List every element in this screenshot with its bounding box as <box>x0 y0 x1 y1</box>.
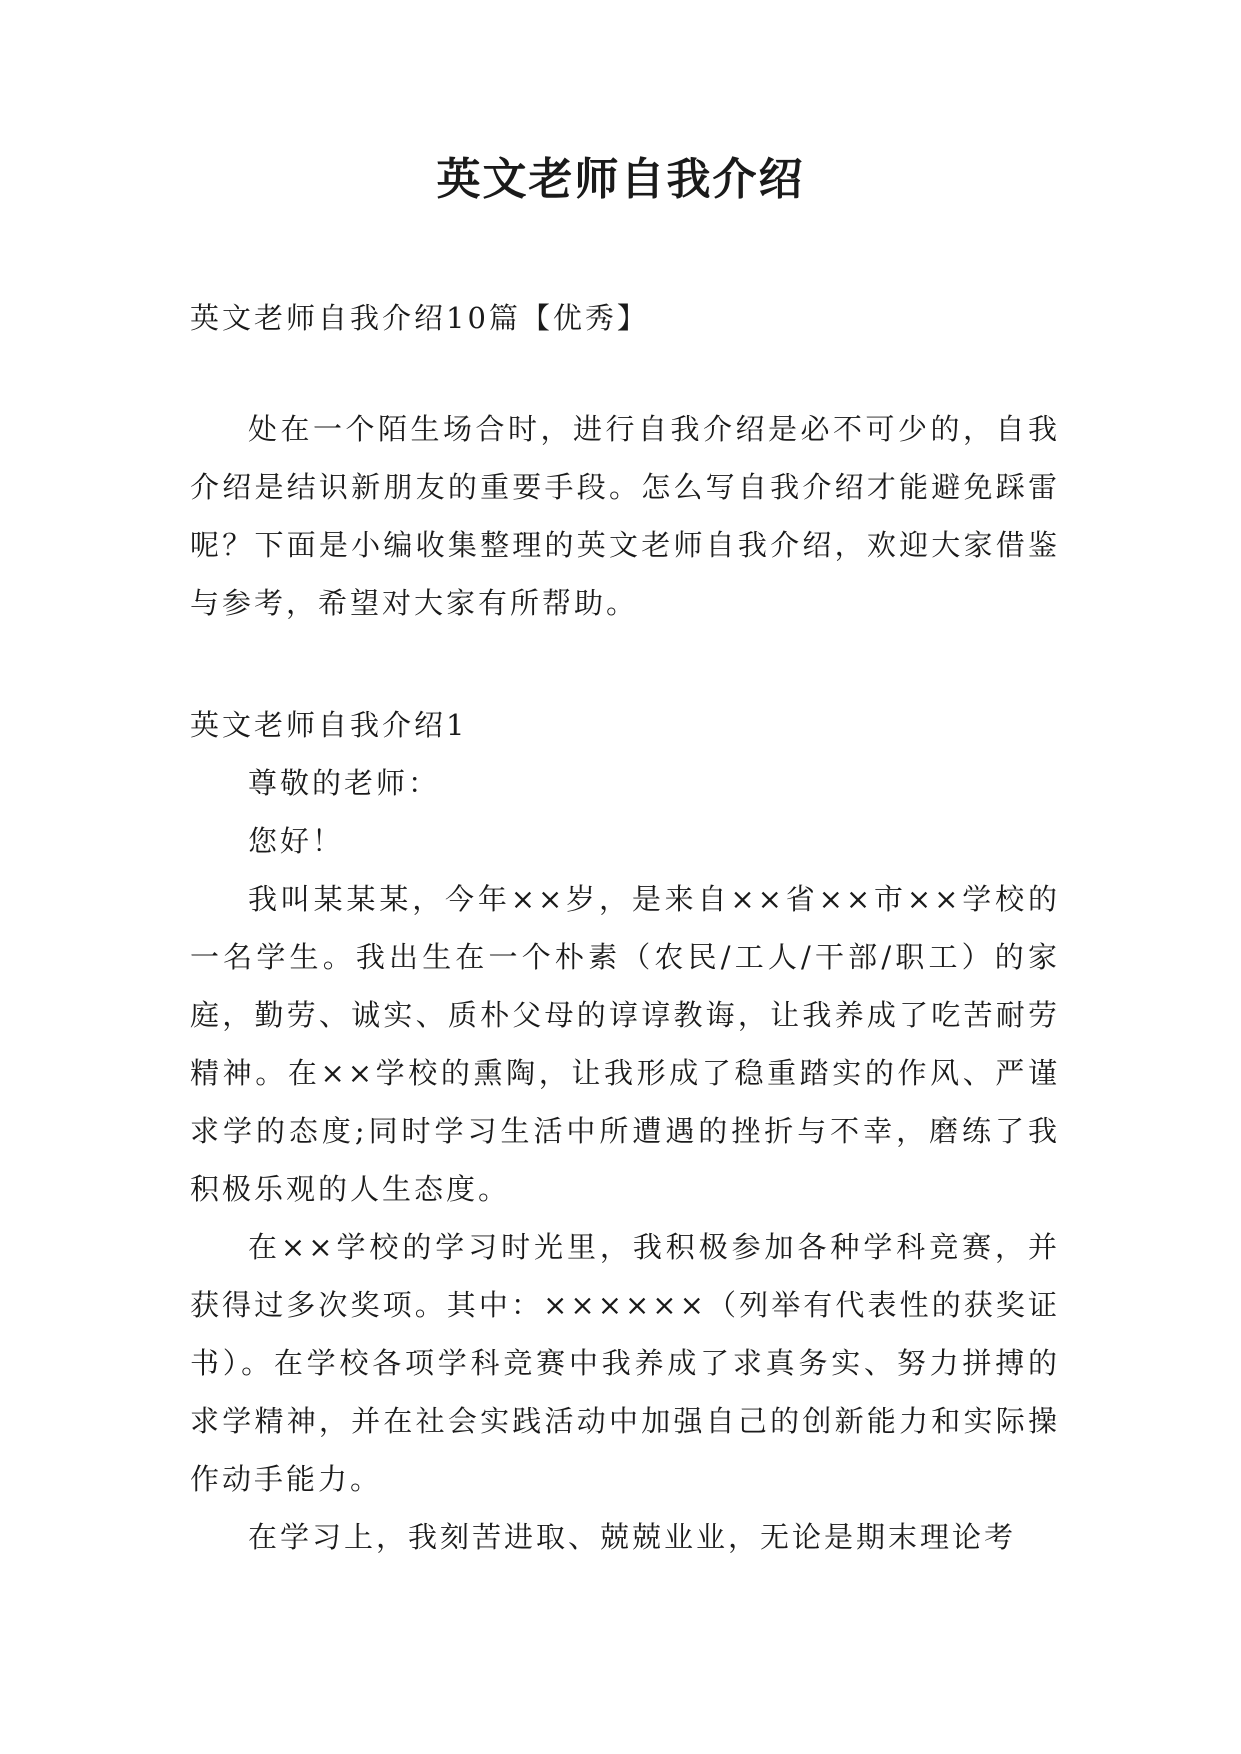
paragraph-competitions: 在××学校的学习时光里，我积极参加各种学科竞赛，并获得过多次奖项。其中：××××××（列举有代表性的获奖证书）。在学校各项学科竞赛中我养成了求真务实、努力拼搏的求学精神，并在社会实践活动中加强自己的创新能力和实际操作动手能力。 <box>190 1230 1060 1496</box>
paragraph-greeting: 您好！ <box>248 824 345 858</box>
intro-paragraph: 处在一个陌生场合时，进行自我介绍是必不可少的，自我介绍是结识新朋友的重要手段。怎么写自我介绍才能避免踩雷呢？下面是小编收集整理的英文老师自我介绍，欢迎大家借鉴与参考，希望对大家有所帮助。 <box>190 412 1060 620</box>
document-title: 英文老师自我介绍 <box>436 154 805 205</box>
paragraph-study: 在学习上，我刻苦进取、兢兢业业，无论是期末理论考 <box>248 1520 1017 1554</box>
paragraph-salutation: 尊敬的老师： <box>248 766 441 800</box>
section-1 <box>190 696 1060 1566</box>
document-subtitle: 英文老师自我介绍10篇【优秀】 <box>190 301 649 335</box>
paragraph-background: 我叫某某某，今年××岁，是来自××省××市××学校的一名学生。我出生在一个朴素（农民/工人/干部/职工）的家庭，勤劳、诚实、质朴父母的谆谆教诲，让我养成了吃苦耐劳精神。在××学校的熏陶，让我形成了稳重踏实的作风、严谨求学的态度;同时学习生活中所遭遇的挫折与不幸，磨练了我积极乐观的人生态度。 <box>190 882 1060 1206</box>
section-heading: 英文老师自我介绍1 <box>190 708 468 742</box>
